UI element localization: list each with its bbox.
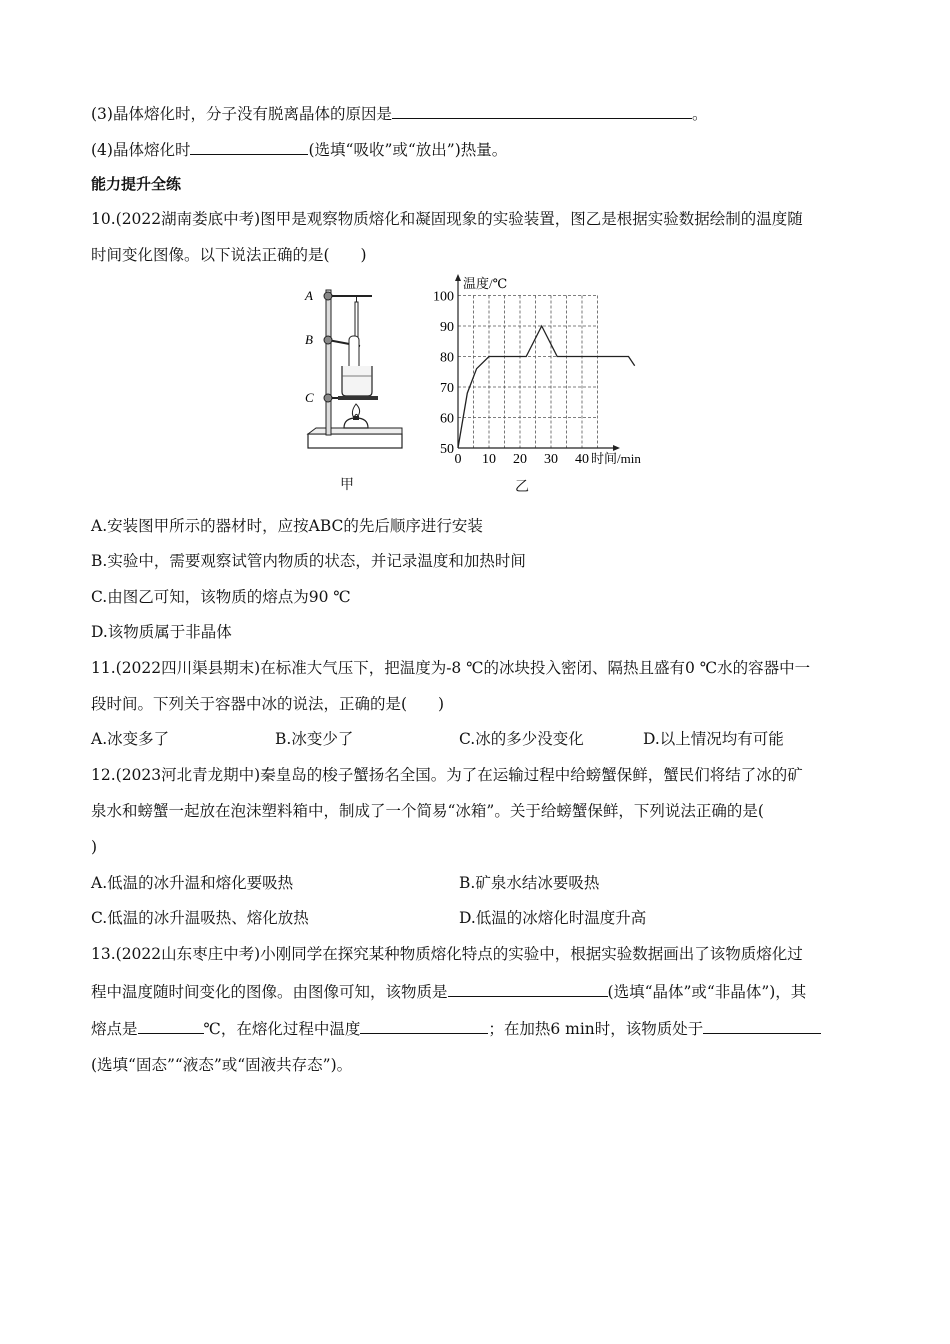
apparatus-figure: [300, 280, 405, 460]
q10-stem-line2: 时间变化图像。以下说法正确的是( ): [91, 246, 367, 264]
y-tick-label: 50: [440, 442, 454, 457]
figure-caption-jia: 甲: [340, 477, 354, 493]
q10-option-a[interactable]: A.安装图甲所示的器材时，应按ABC的先后顺序进行安装: [91, 517, 483, 535]
answer-blank[interactable]: [448, 980, 608, 997]
q12-option-d[interactable]: D.低温的冰熔化时温度升高: [459, 909, 647, 927]
answer-blank[interactable]: [360, 1017, 488, 1034]
answer-blank[interactable]: [703, 1017, 821, 1034]
q12-stem-line3: ): [91, 838, 98, 856]
answer-blank[interactable]: [190, 138, 308, 155]
answer-blank[interactable]: [138, 1017, 204, 1034]
q12-option-a[interactable]: A.低温的冰升温和熔化要吸热: [91, 874, 294, 892]
chart-axes: [455, 274, 620, 451]
y-tick-label: 70: [440, 381, 454, 396]
q9-part3: (3)晶体熔化时，分子没有脱离晶体的原因是 。: [91, 102, 707, 125]
y-axis-label: 温度/℃: [463, 276, 508, 291]
q10-option-b[interactable]: B.实验中，需要观察试管内物质的状态，并记录温度和加热时间: [91, 552, 526, 570]
q11-option-b[interactable]: B.冰变少了: [275, 730, 354, 748]
q12-option-c[interactable]: C.低温的冰升温吸热、熔化放热: [91, 909, 309, 927]
y-tick-label: 80: [440, 350, 454, 366]
q11-option-c[interactable]: C.冰的多少没变化: [459, 730, 584, 748]
section-title: 能力提升全练: [91, 175, 182, 193]
label-c: C: [305, 390, 314, 405]
q13-stem-line4: (选填“固态”“液态”或“固液共存态”)。: [91, 1056, 353, 1074]
q11-option-a[interactable]: A.冰变多了: [91, 730, 170, 748]
label-b: B: [305, 332, 313, 347]
q10-option-d[interactable]: D.该物质属于非晶体: [91, 623, 232, 641]
q13-stem-line2: 程中温度随时间变化的图像。由图像可知，该物质是 (选填“晶体”或“非晶体”)，其: [91, 980, 806, 1003]
q13-stem-line1: 13.(2022山东枣庄中考)小刚同学在探究某种物质熔化特点的实验中，根据实验数据画出了该物质熔化过: [91, 945, 803, 963]
q11-option-d[interactable]: D.以上情况均有可能: [643, 730, 784, 748]
answer-blank[interactable]: [392, 102, 692, 119]
x-tick-label: 40: [575, 452, 589, 467]
q10-option-c[interactable]: C.由图乙可知，该物质的熔点为90 ℃: [91, 588, 351, 606]
x-axis-label: 时间/min: [591, 451, 641, 466]
x-tick-label: 20: [513, 452, 527, 467]
q9-part4: (4)晶体熔化时 (选填“吸收”或“放出”)热量。: [91, 138, 507, 161]
q10-stem-line1: 10.(2022湖南娄底中考)图甲是观察物质熔化和凝固现象的实验装置，图乙是根据实验数据绘制的温度随: [91, 210, 803, 228]
y-tick-label: 100: [433, 289, 454, 305]
q12-stem-line2: 泉水和螃蟹一起放在泡沫塑料箱中，制成了一个简易“冰箱”。关于给螃蟹保鲜，下列说法正确的是(: [91, 802, 764, 820]
q11-stem-line1: 11.(2022四川渠县期末)在标准大气压下，把温度为-8 ℃的冰块投入密闭、隔热且盛有0 ℃水的容器中一: [91, 659, 811, 677]
x-tick-label: 10: [482, 452, 496, 467]
y-tick-label: 90: [440, 320, 454, 335]
q11-stem-line2: 段时间。下列关于容器中冰的说法，正确的是( ): [91, 695, 445, 713]
x-tick-label: 0: [454, 452, 462, 467]
figure-caption-yi: 乙: [515, 479, 529, 495]
x-tick-label: 30: [544, 452, 558, 467]
temperature-chart: [425, 272, 655, 472]
q12-option-b[interactable]: B.矿泉水结冰要吸热: [459, 874, 600, 892]
label-a: A: [305, 288, 313, 303]
y-tick-label: 60: [440, 411, 454, 427]
q13-stem-line3: 熔点是 ℃，在熔化过程中温度 ；在加热6 min时，该物质处于: [91, 1017, 821, 1040]
chart-grid: [458, 296, 598, 449]
q12-stem-line1: 12.(2023河北青龙期中)秦皇岛的梭子蟹扬名全国。为了在运输过程中给螃蟹保鲜，蟹民们将结了冰的矿: [91, 766, 803, 784]
